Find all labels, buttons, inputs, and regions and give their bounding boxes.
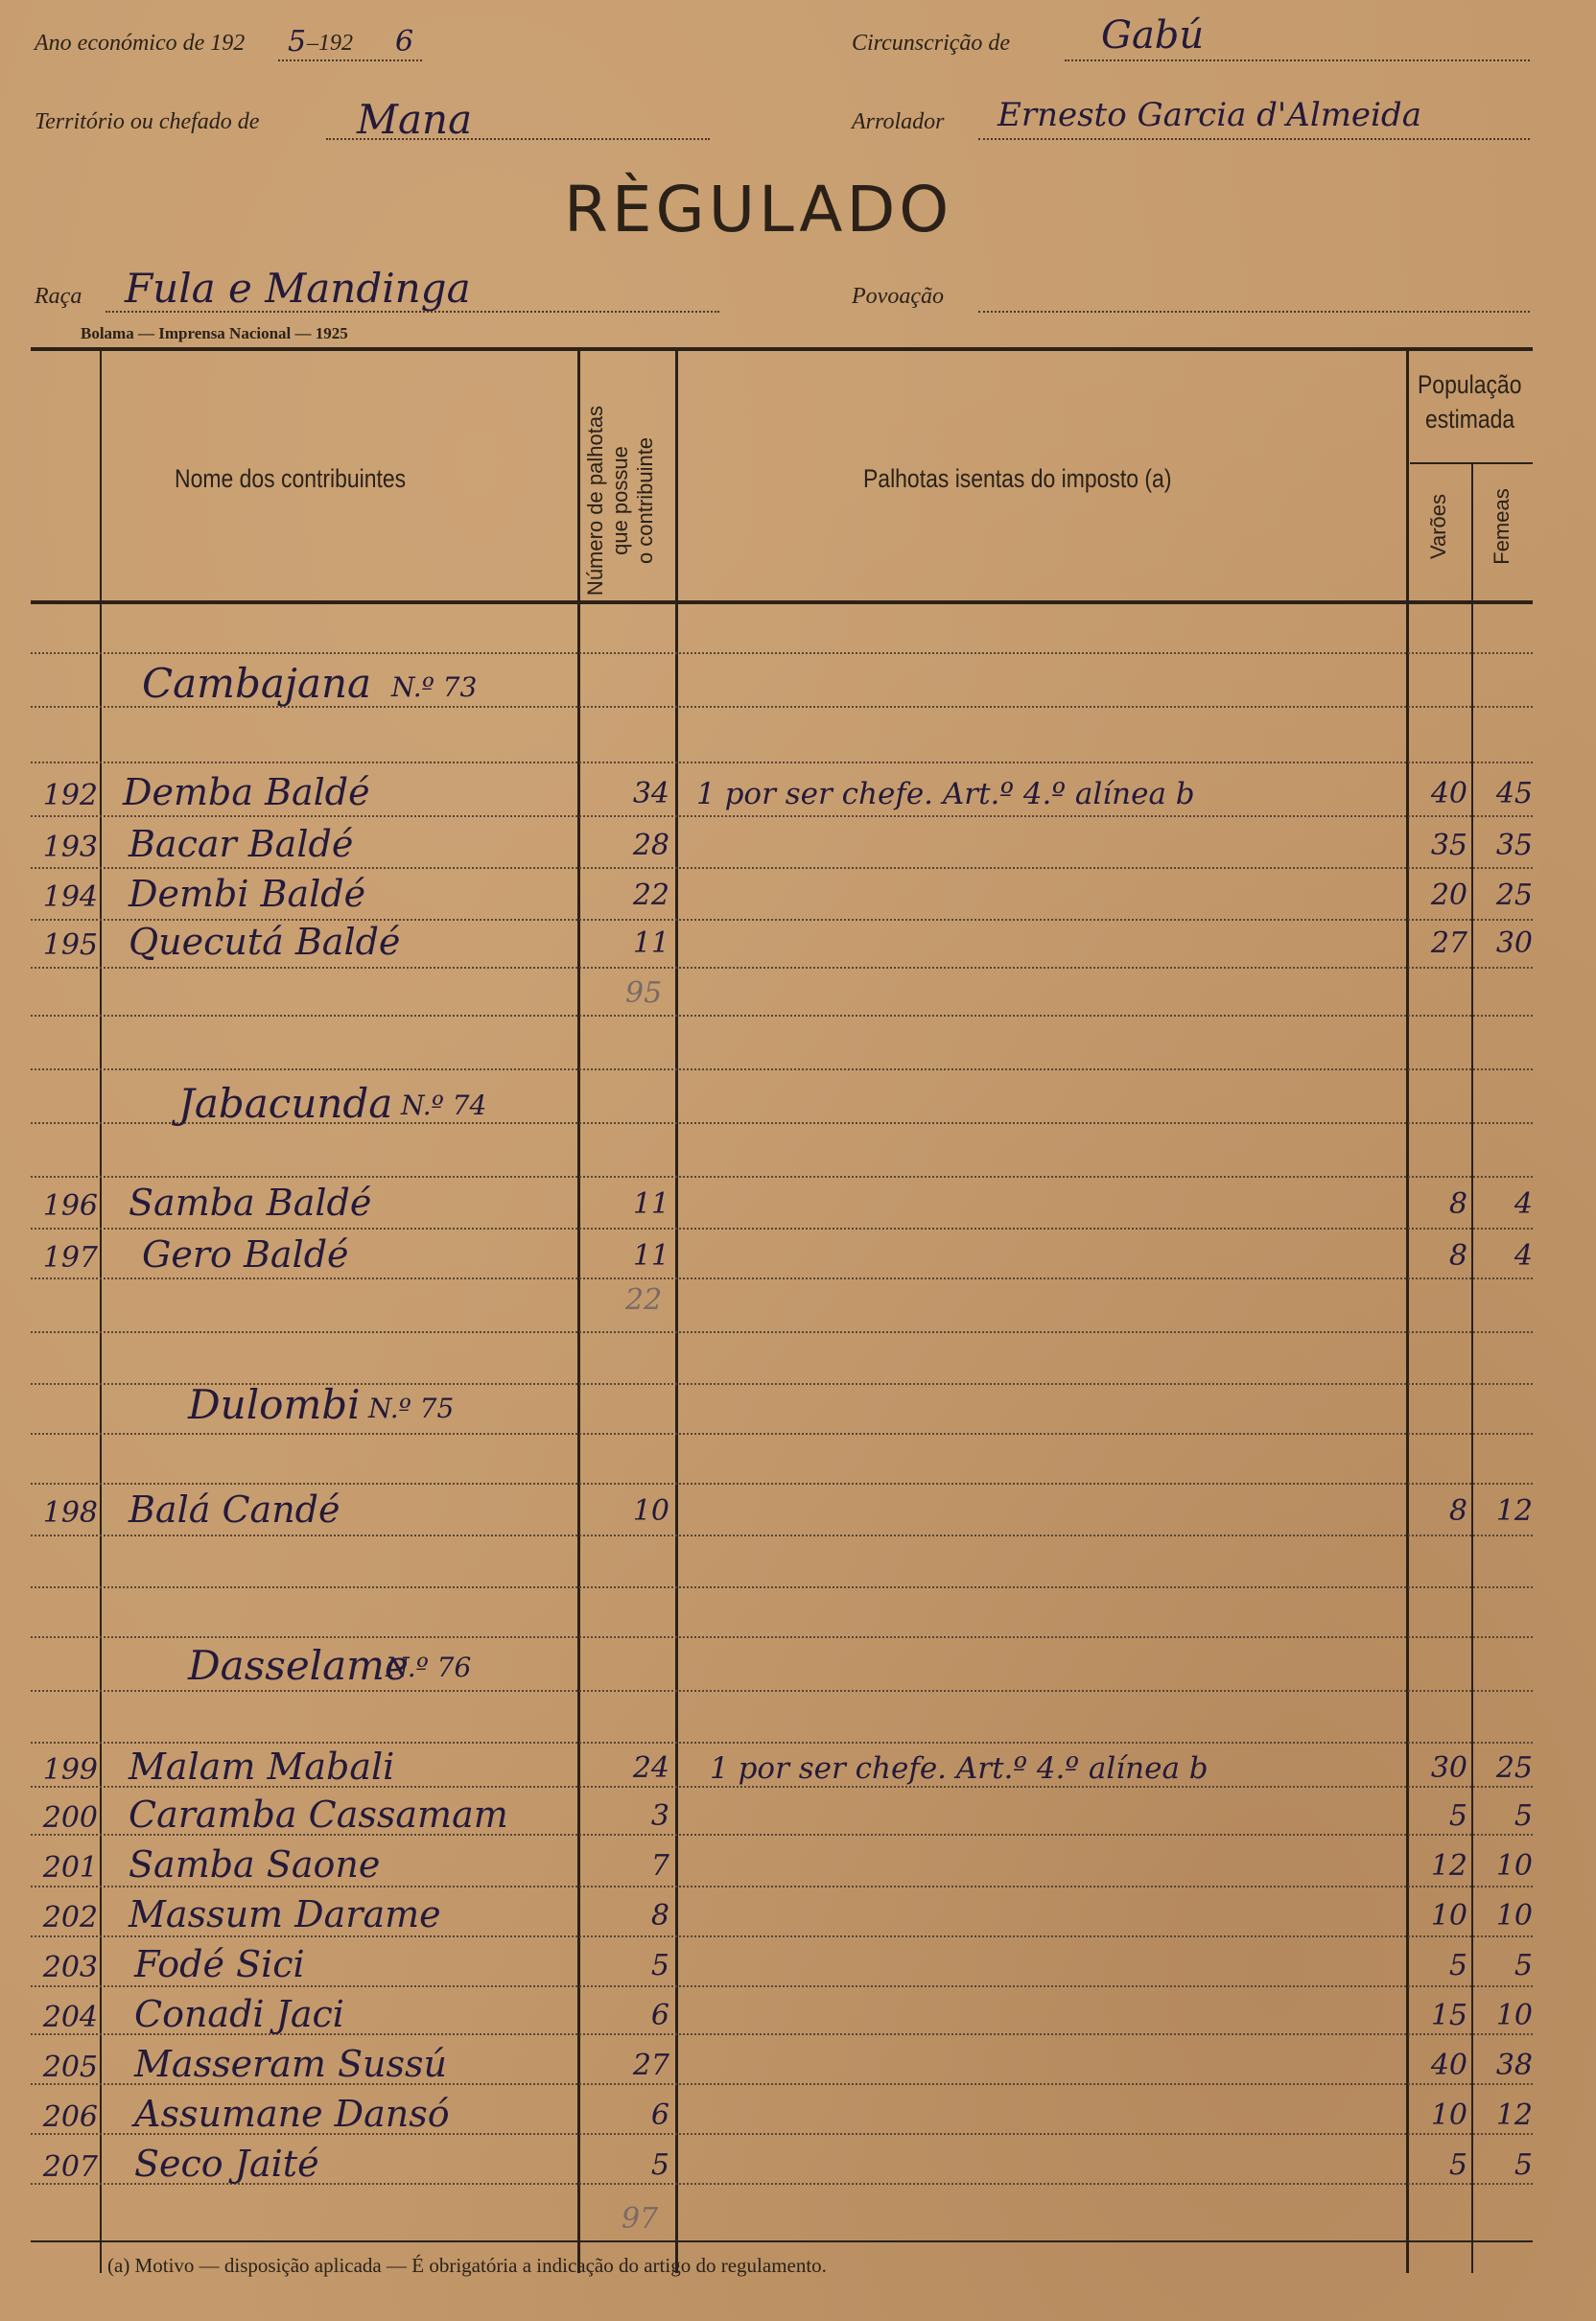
femeas-count: 4 <box>1514 1239 1533 1273</box>
col-header-numero-palhotas <box>583 386 664 616</box>
row-number: 197 <box>42 1241 98 1275</box>
table-row <box>0 1993 1596 2039</box>
femeas-count: 38 <box>1495 2049 1533 2082</box>
ano-separator: –192 <box>307 31 353 56</box>
village-name: Dasselame <box>188 1642 409 1689</box>
village-number: N.º 75 <box>368 1393 455 1424</box>
row-rule <box>31 1331 1533 1333</box>
row-rule <box>31 762 1533 763</box>
varoes-count: 5 <box>1448 1949 1467 1982</box>
circunscricao-value: Gabú <box>1101 13 1205 58</box>
ano-value-a: 5 <box>288 25 307 59</box>
palhotas-count: 11 <box>632 926 669 960</box>
raca-value: Fula e Mandinga <box>125 265 471 312</box>
table-row <box>0 2043 1596 2089</box>
table-row <box>0 771 1596 817</box>
col-header-nome: Nome dos contribuintes <box>175 464 407 493</box>
palhotas-count: 24 <box>632 1751 669 1785</box>
table-row <box>0 2143 1596 2189</box>
village-name: Jabacunda <box>178 1080 393 1127</box>
row-number: 201 <box>42 1851 98 1885</box>
row-number: 207 <box>42 2150 98 2184</box>
row-rule <box>31 967 1533 969</box>
table-top-rule <box>31 347 1533 351</box>
ano-label: Ano económico de 192 <box>35 31 246 56</box>
varoes-count: 40 <box>1430 777 1467 810</box>
arrolador-label: Arrolador <box>852 109 945 134</box>
femeas-count: 35 <box>1495 829 1533 862</box>
palhotas-count: 8 <box>650 1899 669 1933</box>
varoes-count: 5 <box>1448 1799 1467 1833</box>
territorio-dotted-line <box>326 138 710 140</box>
femeas-count: 12 <box>1495 2098 1533 2132</box>
povoacao-label: Povoação <box>852 284 944 309</box>
pencil-subtotal: 22 <box>625 1283 663 1317</box>
povoacao-dotted-line <box>978 311 1530 313</box>
pencil-subtotal: 97 <box>622 2202 659 2236</box>
taxpayer-name: Assumane Dansó <box>134 2093 450 2135</box>
row-rule <box>31 1483 1533 1485</box>
header-bottom-rule <box>31 600 1533 604</box>
varoes-count: 27 <box>1430 926 1467 960</box>
row-number: 199 <box>42 1753 98 1787</box>
village-number: N.º 76 <box>386 1652 472 1683</box>
col-header-femeas: Femeas <box>1490 488 1514 565</box>
varoes-count: 20 <box>1430 879 1467 912</box>
table-row <box>0 823 1596 869</box>
palhotas-count: 6 <box>650 1999 669 2032</box>
row-rule <box>31 1176 1533 1178</box>
table-row <box>0 1943 1596 1989</box>
arrolador-dotted-line <box>978 138 1530 140</box>
row-number: 193 <box>42 831 98 864</box>
taxpayer-name: Masseram Sussú <box>134 2043 447 2085</box>
palhotas-count: 5 <box>650 2148 669 2182</box>
row-number: 200 <box>42 1801 98 1835</box>
row-rule <box>31 1586 1533 1588</box>
village-name: Cambajana <box>142 660 372 707</box>
row-rule <box>31 1636 1533 1638</box>
femeas-count: 5 <box>1514 1799 1533 1833</box>
col-header-isentas: Palhotas isentas do imposto (a) <box>863 464 1172 493</box>
taxpayer-name: Massum Darame <box>129 1893 441 1935</box>
village-number: N.º 73 <box>391 671 478 703</box>
taxpayer-name: Gero Baldé <box>142 1233 349 1276</box>
row-number: 196 <box>42 1189 98 1223</box>
varoes-count: 30 <box>1430 1751 1467 1785</box>
table-row <box>0 873 1596 919</box>
palhotas-count: 34 <box>632 777 669 810</box>
ano-dotted-line <box>278 59 422 61</box>
row-number: 205 <box>42 2051 98 2084</box>
palhotas-count: 10 <box>632 1494 669 1528</box>
raca-label: Raça <box>35 284 82 309</box>
row-number: 202 <box>42 1901 98 1934</box>
taxpayer-name: Malam Mabali <box>129 1746 395 1788</box>
ano-value-b: 6 <box>395 25 414 59</box>
circunscricao-dotted-line <box>1065 59 1530 61</box>
page-title: RÈGULADO <box>564 173 953 246</box>
femeas-count: 4 <box>1514 1187 1533 1221</box>
circunscricao-label: Circunscrição de <box>852 31 1011 56</box>
varoes-count: 5 <box>1448 2148 1467 2182</box>
taxpayer-name: Balá Candé <box>129 1489 340 1531</box>
femeas-count: 25 <box>1495 879 1533 912</box>
territorio-value: Mana <box>357 96 473 143</box>
taxpayer-name: Demba Baldé <box>123 771 370 813</box>
footer-rule <box>31 2240 1533 2242</box>
varoes-count: 12 <box>1430 1849 1467 1883</box>
varoes-count: 8 <box>1448 1239 1467 1273</box>
taxpayer-name: Seco Jaité <box>134 2143 319 2185</box>
table-row <box>0 1746 1596 1792</box>
territorio-label: Território ou chefado de <box>35 109 260 134</box>
varoes-count: 15 <box>1430 1999 1467 2032</box>
col-header-numero-line1: Número de palhotas <box>583 405 607 597</box>
varoes-count: 40 <box>1430 2049 1467 2082</box>
femeas-count: 12 <box>1495 1494 1533 1528</box>
table-row <box>0 1233 1596 1279</box>
taxpayer-name: Fodé Sici <box>134 1943 305 1985</box>
table-row <box>0 1843 1596 1889</box>
palhotas-count: 11 <box>632 1187 669 1221</box>
palhotas-count: 7 <box>650 1849 669 1883</box>
varoes-count: 8 <box>1448 1494 1467 1528</box>
femeas-count: 25 <box>1495 1751 1533 1785</box>
row-number: 195 <box>42 928 98 962</box>
table-row <box>0 921 1596 967</box>
table-row <box>0 1489 1596 1535</box>
row-number: 192 <box>42 779 98 812</box>
pencil-subtotal: 95 <box>625 976 663 1010</box>
row-rule <box>31 1690 1533 1692</box>
row-rule <box>31 1433 1533 1435</box>
femeas-count: 10 <box>1495 1999 1533 2032</box>
palhotas-count: 11 <box>632 1239 669 1273</box>
palhotas-count: 5 <box>650 1949 669 1982</box>
row-number: 198 <box>42 1496 98 1530</box>
femeas-count: 5 <box>1514 1949 1533 1982</box>
arrolador-value: Ernesto Garcia d'Almeida <box>998 96 1421 134</box>
table-row <box>0 1794 1596 1840</box>
col-header-populacao-l2: estimada <box>1425 405 1515 434</box>
col-header-numero-line2: que possue <box>608 446 632 555</box>
palhotas-count: 27 <box>632 2049 669 2082</box>
table-row <box>0 1182 1596 1228</box>
taxpayer-name: Caramba Cassamam <box>129 1794 508 1836</box>
taxpayer-name: Dembi Baldé <box>129 873 366 915</box>
row-number: 203 <box>42 1951 98 1984</box>
taxpayer-name: Samba Saone <box>129 1843 381 1886</box>
table-row <box>0 1893 1596 1939</box>
palhotas-count: 22 <box>632 879 669 912</box>
palhotas-count: 28 <box>632 829 669 862</box>
taxpayer-name: Samba Baldé <box>129 1182 372 1224</box>
varoes-count: 10 <box>1430 1899 1467 1933</box>
taxpayer-name: Conadi Jaci <box>134 1993 344 2035</box>
row-rule <box>31 1228 1533 1230</box>
row-rule <box>31 1742 1533 1744</box>
row-number: 204 <box>42 2001 98 2034</box>
row-number: 206 <box>42 2100 98 2134</box>
row-rule <box>31 652 1533 654</box>
varoes-count: 35 <box>1430 829 1467 862</box>
exemption-note: 1 por ser chefe. Art.º 4.º alínea b <box>710 1751 1209 1786</box>
femeas-count: 5 <box>1514 2148 1533 2182</box>
palhotas-count: 3 <box>650 1799 669 1833</box>
table-row <box>0 2093 1596 2139</box>
row-number: 194 <box>42 880 98 914</box>
palhotas-count: 6 <box>650 2098 669 2132</box>
taxpayer-name: Bacar Baldé <box>129 823 354 865</box>
col-header-numero-line3: o contribuinte <box>633 436 657 565</box>
village-name: Dulombi <box>188 1381 361 1428</box>
femeas-count: 10 <box>1495 1899 1533 1933</box>
raca-dotted-line <box>106 311 719 313</box>
exemption-note: 1 por ser chefe. Art.º 4.º alínea b <box>696 777 1195 811</box>
varoes-count: 10 <box>1430 2098 1467 2132</box>
femeas-count: 45 <box>1495 777 1533 810</box>
row-rule <box>31 1015 1533 1017</box>
col-header-populacao-l1: População <box>1418 370 1522 399</box>
imprint: Bolama — Imprensa Nacional — 1925 <box>81 324 348 342</box>
village-number: N.º 74 <box>401 1090 487 1121</box>
col-header-varoes: Varões <box>1426 493 1450 560</box>
femeas-count: 30 <box>1495 926 1533 960</box>
row-rule <box>31 1068 1533 1070</box>
row-rule <box>31 1535 1533 1536</box>
varoes-count: 8 <box>1448 1187 1467 1221</box>
footnote: (a) Motivo — disposição aplicada — É obrigatória a indicação do artigo do regulamento. <box>107 2254 827 2277</box>
taxpayer-name: Quecutá Baldé <box>129 921 401 963</box>
femeas-count: 10 <box>1495 1849 1533 1883</box>
